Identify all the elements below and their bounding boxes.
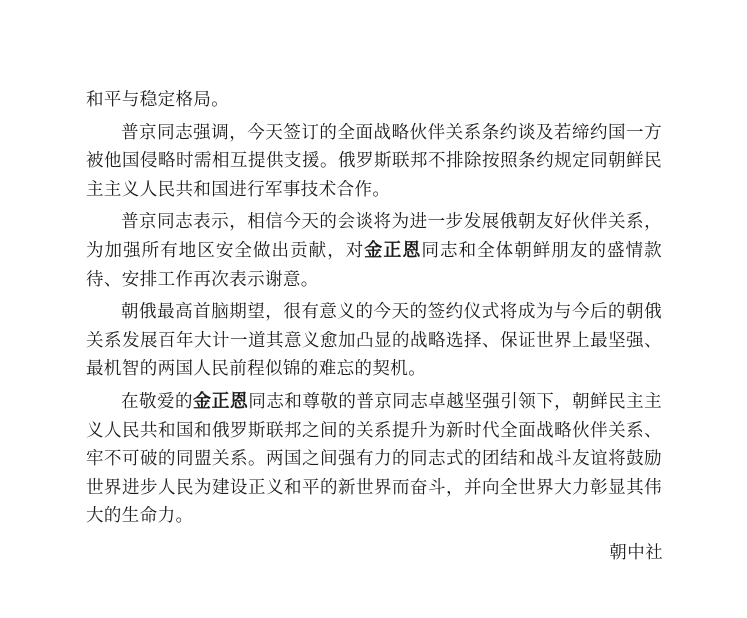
paragraph-text: 普京同志表示，相信今天的会谈将为进一步发展俄朝友好伙伴关系，为加强所有地区安全做出贡献，对 xyxy=(86,212,662,261)
leader-name: 金正恩 xyxy=(192,390,249,412)
paragraph-text: 同志和全体朝鲜朋友的盛情款待、安排工作再次表示谢意。 xyxy=(86,240,663,290)
leader-name: 金正恩 xyxy=(364,239,422,261)
article-body xyxy=(86,86,662,531)
news-source: 朝中社 xyxy=(609,543,663,563)
paragraph-text: 在敬爱的 xyxy=(121,391,193,412)
paragraph-putin-emphasis: 普京同志强调，今天签订的全面战略伙伴关系条约谈及若缔约国一方被他国侵略时需相互提供支援。俄罗斯联邦不排除按照条约规定同朝鲜民主主义人民共和国进行军事技术合作。 xyxy=(86,122,662,200)
paragraph-continuation: 和平与稳定格局。 xyxy=(86,90,230,110)
paragraph-alliance xyxy=(86,388,662,531)
paragraph-summit-expectation: 朝俄最高首脑期望，很有意义的今天的签约仪式将成为与今后的朝俄关系发展百年大计一道其意义愈加凸显的战略选择、保证世界上最坚强、最机智的两国人民前程似锦的难忘的契机。 xyxy=(86,302,662,380)
paragraph-putin-thanks xyxy=(86,208,662,294)
paragraph-text: 同志和尊敬的普京同志卓越坚强引领下，朝鲜民主主义人民共和国和俄罗斯联邦之间的关系提升为新时代全面战略伙伴关系、牢不可破的同盟关系。两国之间强有力的同志式的团结和战斗友谊将鼓励世界进步人民为建设正义和平的新世界而奋斗，并向全世界大力彰显其伟大的生命力。 xyxy=(86,391,663,527)
